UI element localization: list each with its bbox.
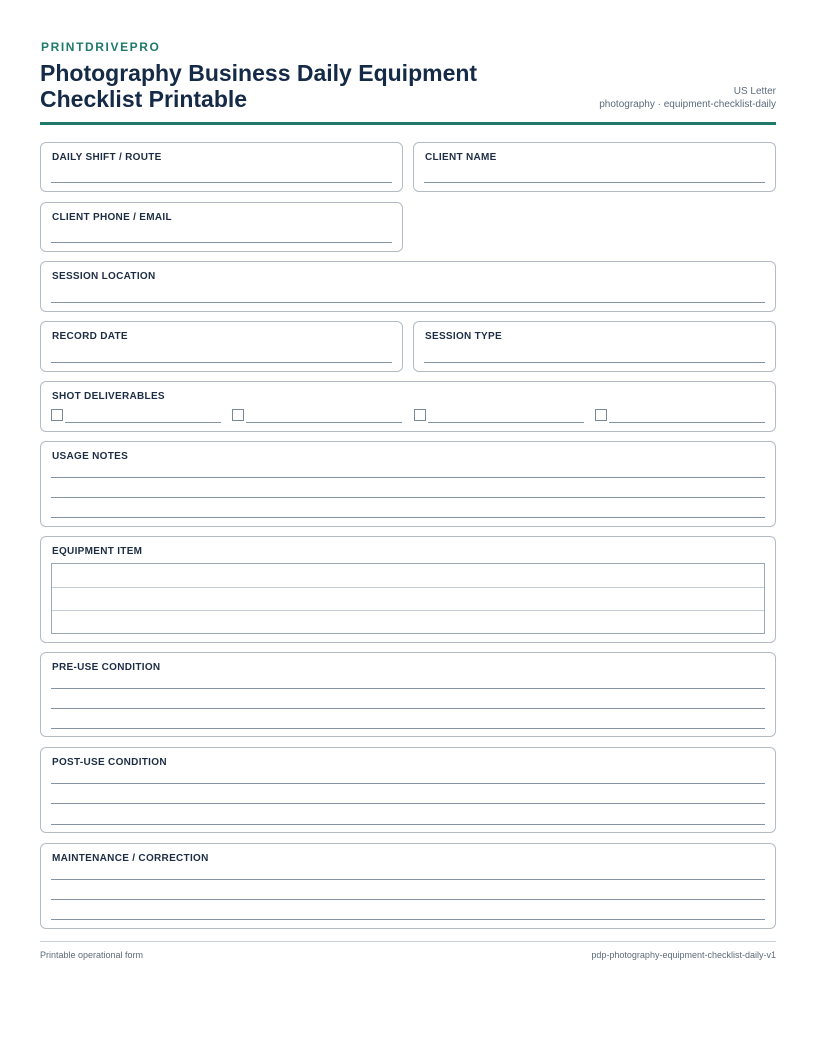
field-label: MAINTENANCE / CORRECTION — [52, 853, 209, 864]
session-location-field[interactable] — [40, 261, 776, 312]
deliverable-checkbox-2[interactable] — [232, 409, 244, 421]
write-line[interactable] — [51, 899, 765, 900]
field-label: SESSION LOCATION — [52, 271, 156, 282]
table-row-divider — [52, 587, 764, 588]
equipment-item-field — [40, 536, 776, 643]
shot-deliverables-field — [40, 381, 776, 432]
maintenance-correction-field[interactable] — [40, 843, 776, 929]
write-line[interactable] — [51, 688, 765, 689]
deliverable-checkbox-4[interactable] — [595, 409, 607, 421]
field-label: RECORD DATE — [52, 331, 128, 342]
write-line[interactable] — [51, 517, 765, 518]
page-title: Photography Business Daily Equipment Checklist Printable — [40, 60, 478, 112]
document-slug: photography · equipment-checklist-daily — [599, 99, 776, 110]
post-use-condition-field[interactable] — [40, 747, 776, 833]
client-name-field[interactable] — [413, 142, 776, 192]
footer-divider — [40, 941, 776, 942]
write-line[interactable] — [424, 182, 765, 183]
field-label: CLIENT NAME — [425, 152, 497, 163]
field-label: SESSION TYPE — [425, 331, 502, 342]
equipment-table — [51, 563, 765, 634]
field-label: DAILY SHIFT / ROUTE — [52, 152, 162, 163]
field-label: SHOT DELIVERABLES — [52, 391, 165, 402]
write-line[interactable] — [424, 362, 765, 363]
footer-note: Printable operational form — [40, 950, 144, 960]
field-label: POST-USE CONDITION — [52, 757, 167, 768]
write-line[interactable] — [51, 919, 765, 920]
write-line[interactable] — [51, 803, 765, 804]
field-label: USAGE NOTES — [52, 451, 129, 462]
write-line[interactable] — [51, 879, 765, 880]
document-meta — [599, 85, 776, 111]
deliverable-checkbox-3[interactable] — [414, 409, 426, 421]
write-line[interactable] — [51, 242, 392, 243]
deliverable-line-1[interactable] — [65, 422, 221, 423]
deliverable-line-4[interactable] — [609, 422, 765, 423]
write-line[interactable] — [51, 728, 765, 729]
pre-use-condition-field[interactable] — [40, 652, 776, 737]
deliverable-checkbox-1[interactable] — [51, 409, 63, 421]
write-line[interactable] — [51, 708, 765, 709]
field-label: EQUIPMENT ITEM — [52, 546, 143, 557]
write-line[interactable] — [51, 302, 765, 303]
write-line[interactable] — [51, 783, 765, 784]
table-row-divider — [52, 610, 764, 611]
write-line[interactable] — [51, 477, 765, 478]
brand-name: PRINTDRIVEPRO — [41, 40, 161, 54]
write-line[interactable] — [51, 182, 392, 183]
field-label: CLIENT PHONE / EMAIL — [52, 212, 172, 223]
header-divider — [40, 122, 776, 125]
usage-notes-field[interactable] — [40, 441, 776, 527]
field-label: PRE-USE CONDITION — [52, 662, 161, 673]
paper-size: US Letter — [733, 86, 776, 97]
form-id: pdp-photography-equipment-checklist-daily-v1 — [591, 950, 776, 960]
write-line[interactable] — [51, 362, 392, 363]
deliverable-line-2[interactable] — [246, 422, 402, 423]
daily-shift-route-field[interactable] — [40, 142, 403, 192]
client-phone-email-field[interactable] — [40, 202, 403, 252]
record-date-field[interactable] — [40, 321, 403, 372]
deliverable-line-3[interactable] — [428, 422, 584, 423]
session-type-field[interactable] — [413, 321, 776, 372]
write-line[interactable] — [51, 824, 765, 825]
write-line[interactable] — [51, 497, 765, 498]
